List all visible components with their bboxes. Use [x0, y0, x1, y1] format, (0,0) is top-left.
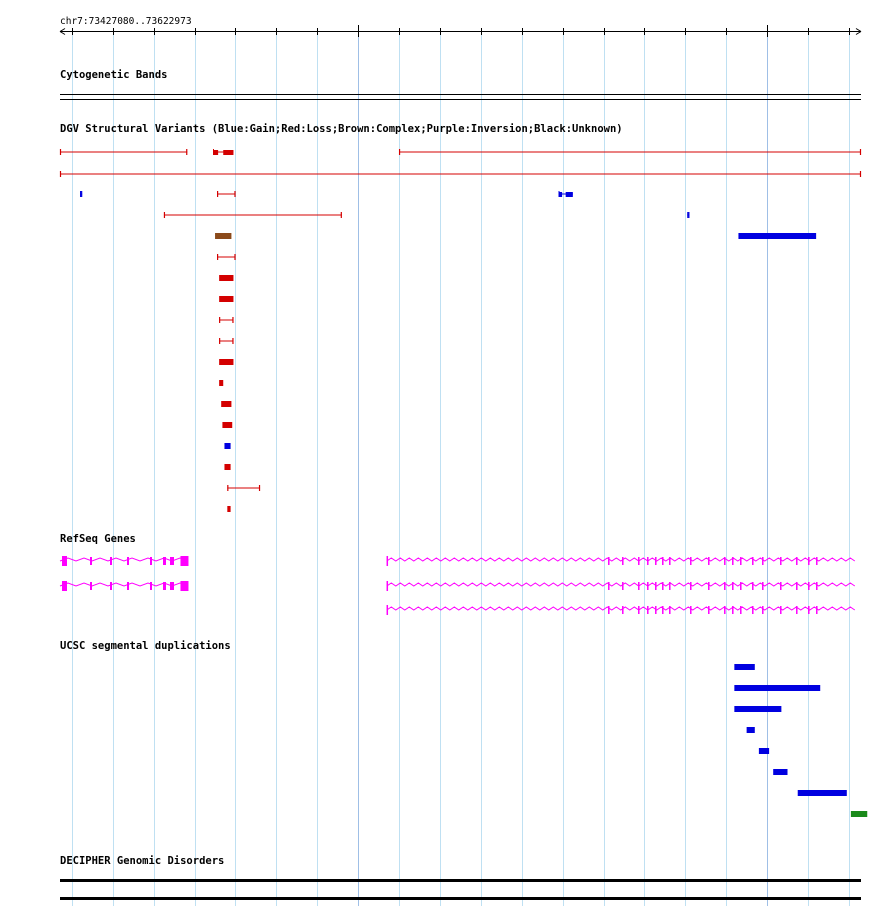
- ruler-region-label: chr7:73427080..73622973: [60, 16, 192, 27]
- gene-exon: [170, 582, 174, 590]
- gene-exon: [62, 556, 67, 566]
- gene-exon: [110, 557, 112, 565]
- segdup-block: [759, 748, 769, 754]
- segdup-block: [734, 706, 781, 712]
- gene-intron-line: [387, 607, 855, 610]
- variant-block: [221, 401, 231, 407]
- variant-block: [215, 233, 231, 239]
- cytoband-track: [60, 69, 861, 100]
- decipher-track-title: DECIPHER Genomic Disorders: [60, 855, 225, 867]
- refseq-track: [60, 533, 855, 615]
- ruler-track: [60, 16, 861, 37]
- gene-intron-line: [387, 583, 855, 586]
- decipher-track: [60, 855, 861, 900]
- variant-block: [738, 233, 816, 239]
- segdup-block: [734, 685, 820, 691]
- segdup-features: [734, 664, 867, 817]
- gene-exon: [150, 557, 152, 565]
- dgv-track-title: DGV Structural Variants (Blue:Gain;Red:Loss;Brown:Complex;Purple:Inversion;Black:Unknown): [60, 123, 623, 135]
- segdup-block: [734, 664, 754, 670]
- cytoband-features: [60, 95, 861, 100]
- gene-exon: [180, 581, 188, 591]
- variant-block: [223, 150, 233, 155]
- segdup-track: [60, 640, 867, 817]
- gene-intron-line: [60, 583, 188, 586]
- gene-exon: [90, 557, 92, 565]
- variant-block: [224, 464, 230, 470]
- segdup-block: [747, 727, 755, 733]
- gene-exon: [163, 557, 166, 565]
- decipher-features: [60, 879, 861, 900]
- disorder-bar: [60, 897, 861, 900]
- gene-exon: [90, 582, 92, 590]
- segdup-block: [798, 790, 847, 796]
- disorder-bar: [60, 879, 861, 882]
- variant-block: [219, 296, 233, 302]
- gene-exon: [127, 557, 129, 565]
- dgv-track: [60, 123, 861, 512]
- gene-exon: [62, 581, 67, 591]
- variant-block: [219, 380, 223, 386]
- gene-exon: [110, 582, 112, 590]
- variant-block: [227, 506, 230, 512]
- gene-exon: [150, 582, 152, 590]
- variant-block: [224, 443, 230, 449]
- gene-exon: [180, 556, 188, 566]
- refseq-track-title: RefSeq Genes: [60, 533, 136, 545]
- segdup-track-title: UCSC segmental duplications: [60, 640, 231, 652]
- variant-block: [219, 359, 233, 365]
- gene-intron-line: [387, 558, 855, 561]
- variant-block: [566, 192, 573, 197]
- gene-exon: [163, 582, 166, 590]
- dgv-features: [60, 149, 861, 512]
- refseq-features: [60, 556, 855, 615]
- gene-exon: [170, 557, 174, 565]
- segdup-block: [773, 769, 787, 775]
- segdup-block: [851, 811, 867, 817]
- gene-exon: [127, 582, 129, 590]
- variant-block: [219, 275, 233, 281]
- gene-intron-line: [60, 558, 188, 561]
- vertical-grid: [73, 30, 850, 906]
- cytoband-track-title: Cytogenetic Bands: [60, 69, 168, 81]
- variant-block: [222, 422, 232, 428]
